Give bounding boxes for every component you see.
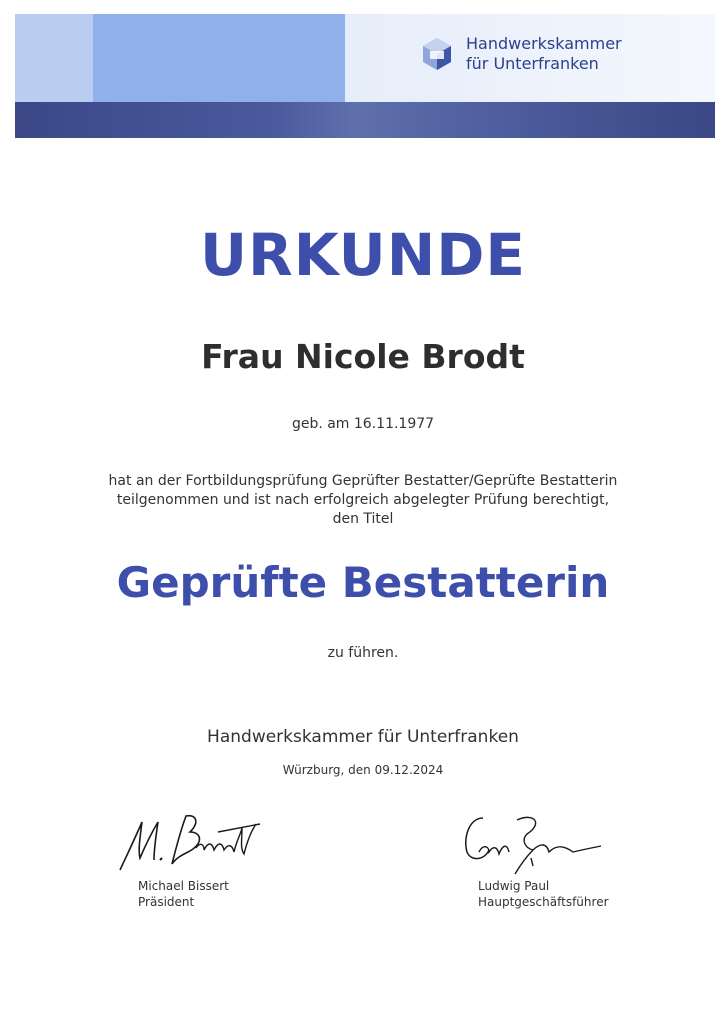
logo-line-1: Handwerkskammer [466, 34, 622, 53]
signatory-role: Hauptgeschäftsführer [478, 895, 609, 909]
birth-date: geb. am 16.11.1977 [291, 416, 435, 432]
certificate-body [60, 472, 666, 529]
signature-block-president [110, 808, 330, 910]
header-banner [15, 14, 715, 138]
body-line: hat an der Fortbildungsprüfung Geprüfter Bestatter/Geprüfte Bestatterin [108, 473, 618, 489]
header-band-bottom [15, 102, 715, 138]
signature-block-manager [455, 808, 675, 910]
logo-line-2: für Unterfranken [466, 54, 599, 73]
hwk-logo-icon [420, 37, 454, 71]
body-line: den Titel [332, 511, 394, 527]
logo-text [466, 34, 622, 74]
chamber-logo [420, 34, 710, 84]
place-date: Würzburg, den 09.12.2024 [282, 763, 444, 777]
signatory-role: Präsident [138, 895, 195, 909]
signatory-name: Ludwig Paul [478, 879, 550, 893]
body-line: teilgenommen und ist nach erfolgreich abgelegter Prüfung berechtigt, [116, 492, 610, 508]
degree-title: Geprüfte Bestatterin [116, 558, 610, 607]
signatory-name: Michael Bissert [138, 879, 229, 893]
signature-president [110, 808, 270, 878]
recipient-name: Frau Nicole Brodt [201, 337, 525, 376]
institution-name: Handwerkskammer für Unterfranken [207, 727, 519, 747]
closing-text: zu führen. [327, 645, 399, 661]
signature-manager [455, 808, 615, 878]
certificate-title: URKUNDE [199, 221, 527, 289]
